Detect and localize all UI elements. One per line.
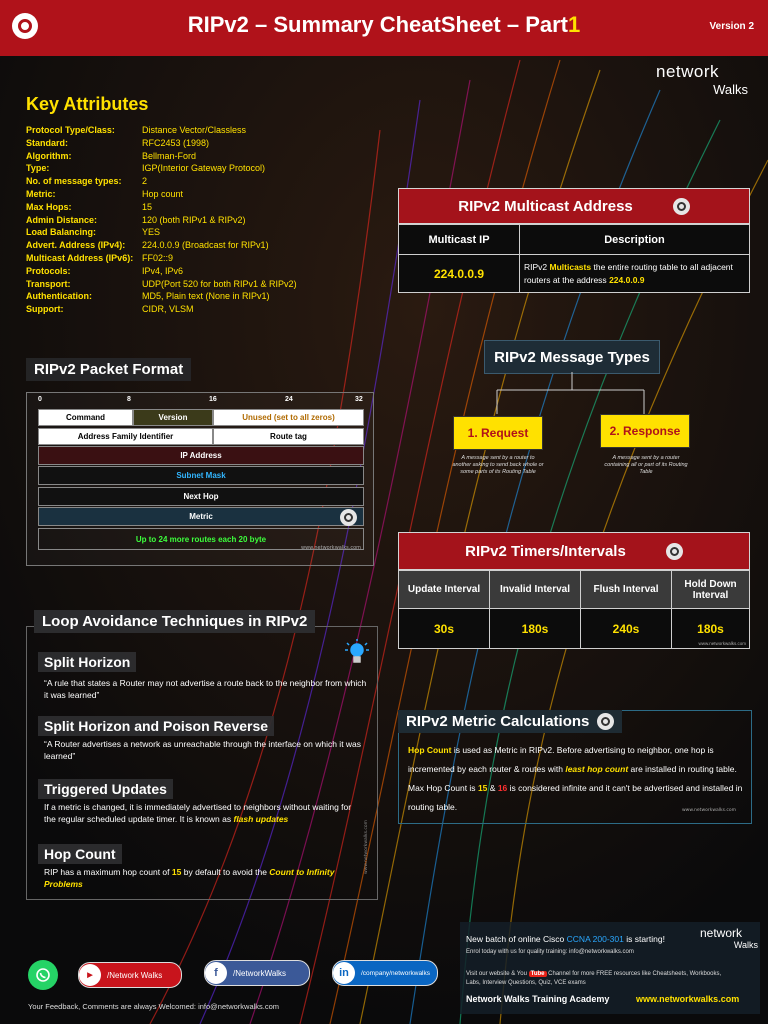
field-command: Command [38,409,133,426]
facebook-label: /NetworkWalks [233,968,287,978]
attr-row: Max Hops: 15 [26,201,153,212]
network-walks-logo-icon [666,543,683,560]
hop-count-heading: Hop Count [38,844,122,864]
website-link[interactable]: www.networkwalks.com [636,994,740,1004]
multicast-col-ip: Multicast IP [399,225,520,255]
loop-avoidance-title: Loop Avoidance Techniques in RIPv2 [34,610,315,633]
timers-table-body [398,570,750,649]
timer-holddown-value [672,609,750,649]
linkedin-icon: in [333,962,355,984]
site-watermark: www.networkwalks.com [364,820,369,875]
bit-label: 0 [38,396,42,403]
brand-network-text: network [700,926,743,940]
bit-label: 8 [127,396,131,403]
page-title: RIPv2 – Summary CheatSheet – Part1 [187,12,581,37]
split-horizon-heading: Split Horizon [38,652,136,672]
academy-name: Network Walks Training Academy [466,994,610,1004]
attr-row: Type: IGP(Interior Gateway Protocol) [26,163,266,174]
attr-row: Transport: UDP(Port 520 for both RIPv1 & RIPv2) [26,278,297,289]
brand-network-text: network [656,62,720,81]
poison-reverse-text: “A Router advertises a network as unreachable through the interface on which it was learned” [44,739,362,761]
linkedin-link[interactable] [332,960,438,986]
field-metric-label: Metric [189,512,213,521]
timer-holddown-label: 180s [697,621,724,636]
triggered-updates-heading: Triggered Updates [38,779,173,799]
request-message-box: 1. Request [453,416,543,450]
field-more-routes: Up to 24 more routes each 20 byte [38,528,364,550]
field-metric [38,507,364,526]
timer-flush-value: 240s [581,609,672,649]
network-walks-logo-icon [597,713,614,730]
network-walks-logo-icon [673,198,690,215]
timer-col-invalid: Invalid Interval [490,571,581,609]
poison-reverse-heading: Split Horizon and Poison Reverse [38,716,274,736]
attr-row: Protocol Type/Class: Distance Vector/Classless [26,125,247,135]
message-types-title: RIPv2 Message Types [484,340,660,374]
metric-title-text: RIPv2 Metric Calculations [406,713,590,730]
timers-title: RIPv2 Timers/Intervals [465,542,626,560]
packet-format-title: RIPv2 Packet Format [26,358,191,381]
site-watermark: www.networkwalks.com [300,545,361,551]
brand-walks-text: Walks [713,82,748,97]
hop-count-text: RIP has a maximum hop count of 15 by default to avoid the Count to Infinity Problems [44,867,335,889]
multicast-description: RIPv2 Multicasts the entire routing table to all adjacent routers at the address 224.0.0.9 [520,255,750,293]
multicast-table-header [398,188,750,224]
multicast-title: RIPv2 Multicast Address [458,197,633,215]
timer-col-flush: Flush Interval [581,571,672,609]
network-walks-brand-small [700,926,758,950]
bit-label: 24 [285,396,293,403]
bit-label: 32 [355,396,363,403]
multicast-table-body [398,224,750,293]
version-label: Version 2 [709,21,754,32]
attr-row: Algorithm: Bellman-Ford [26,150,197,161]
youtube-label: /Network Walks [107,970,163,980]
packet-format-diagram [26,392,374,566]
timers-table [398,532,750,649]
field-address-family: Address Family Identifier [38,428,213,445]
site-watermark: www.networkwalks.com [682,808,737,813]
response-description: A message sent by a router containing all or part of its Routing Table [604,455,688,475]
response-message-box: 2. Response [600,414,690,448]
timer-update-value: 30s [399,609,490,649]
attr-row: Metric: Hop count [26,188,184,199]
multicast-address-table [398,188,750,293]
field-version: Version [133,409,213,426]
attr-row: Advert. Address (IPv4): 224.0.0.9 (Broadcast for RIPv1) [26,240,269,251]
metric-calculations-text: Hop Count is used as Metric in RIPv2. Before advertising to neighbor, one hop is incremented by each router & routes with least hop count are installed in routing table. Max Hop Count is 15 & 16 is considered infinite and it can't be advertised and installed in routing table. [408,745,743,812]
field-ip-address: IP Address [38,446,364,465]
field-route-tag: Route tag [213,428,364,445]
whatsapp-icon[interactable] [28,960,58,990]
network-walks-logo-icon [340,509,357,526]
attr-row: Support: CIDR, VLSM [26,304,194,315]
network-walks-brand [656,62,748,102]
multicast-col-description: Description [520,225,750,255]
field-subnet-mask: Subnet Mask [38,466,364,485]
attr-row: No. of message types: 2 [26,176,148,187]
attr-row: Load Balancing: YES [26,227,161,238]
metric-calculations-title [398,710,622,733]
key-attributes-title: Key Attributes [26,94,149,114]
request-description: A message sent by a router to another asking to send back whole or some parts of its Routing Table [452,455,544,475]
brand-walks-text: Walks [733,940,758,950]
promo-resources-text: Visit our website & You Tube Channel for more FREE resources like Cheatsheets, Workbooks, Labs, Interview Questions, Quiz, VCE exams [466,971,722,986]
promo-headline: New batch of online Cisco CCNA 200-301 is starting! [466,934,665,944]
lightbulb-icon [344,638,370,668]
youtube-link[interactable] [78,962,182,988]
attr-row: Multicast Address (IPv6): FF02::9 [26,252,174,263]
multicast-ip-value: 224.0.0.9 [399,255,520,293]
field-unused: Unused (set to all zeros) [213,409,364,426]
timer-col-update: Update Interval [399,571,490,609]
field-next-hop: Next Hop [38,487,364,506]
triggered-updates-text: If a metric is changed, it is immediately advertised to neighbors without waiting for the regular scheduled update timer. It is known as flash updates [44,802,352,824]
bit-label: 16 [209,396,217,403]
message-types-connector [496,372,656,416]
timers-table-header [398,532,750,570]
youtube-icon: ▶ [79,964,101,986]
facebook-icon: f [205,962,227,984]
key-attributes-list [26,124,297,316]
site-watermark: www.networkwalks.com [698,641,746,646]
attr-row: Protocols: IPv4, IPv6 [26,265,184,276]
timer-invalid-value: 180s [490,609,581,649]
linkedin-label: /company/networkwalks [361,969,430,977]
attr-row: Admin Distance: 120 (both RIPv1 & RIPv2) [26,214,246,225]
promo-enrol-text: Enrol today with us for quality training: info@networkwalks.com [466,949,634,955]
feedback-text: Your Feedback, Comments are always Welcomed: info@networkwalks.com [28,1002,280,1011]
facebook-link[interactable] [204,960,310,986]
split-horizon-text: “A rule that states a Router may not advertise a route back to the neighbor from which it was learned” [44,678,367,700]
attr-row: Standard: RFC2453 (1998) [26,137,210,148]
timer-col-holddown: Hold Down Interval [672,571,750,609]
attr-row: Authentication: MD5, Plain text (None in RIPv1) [26,291,270,302]
